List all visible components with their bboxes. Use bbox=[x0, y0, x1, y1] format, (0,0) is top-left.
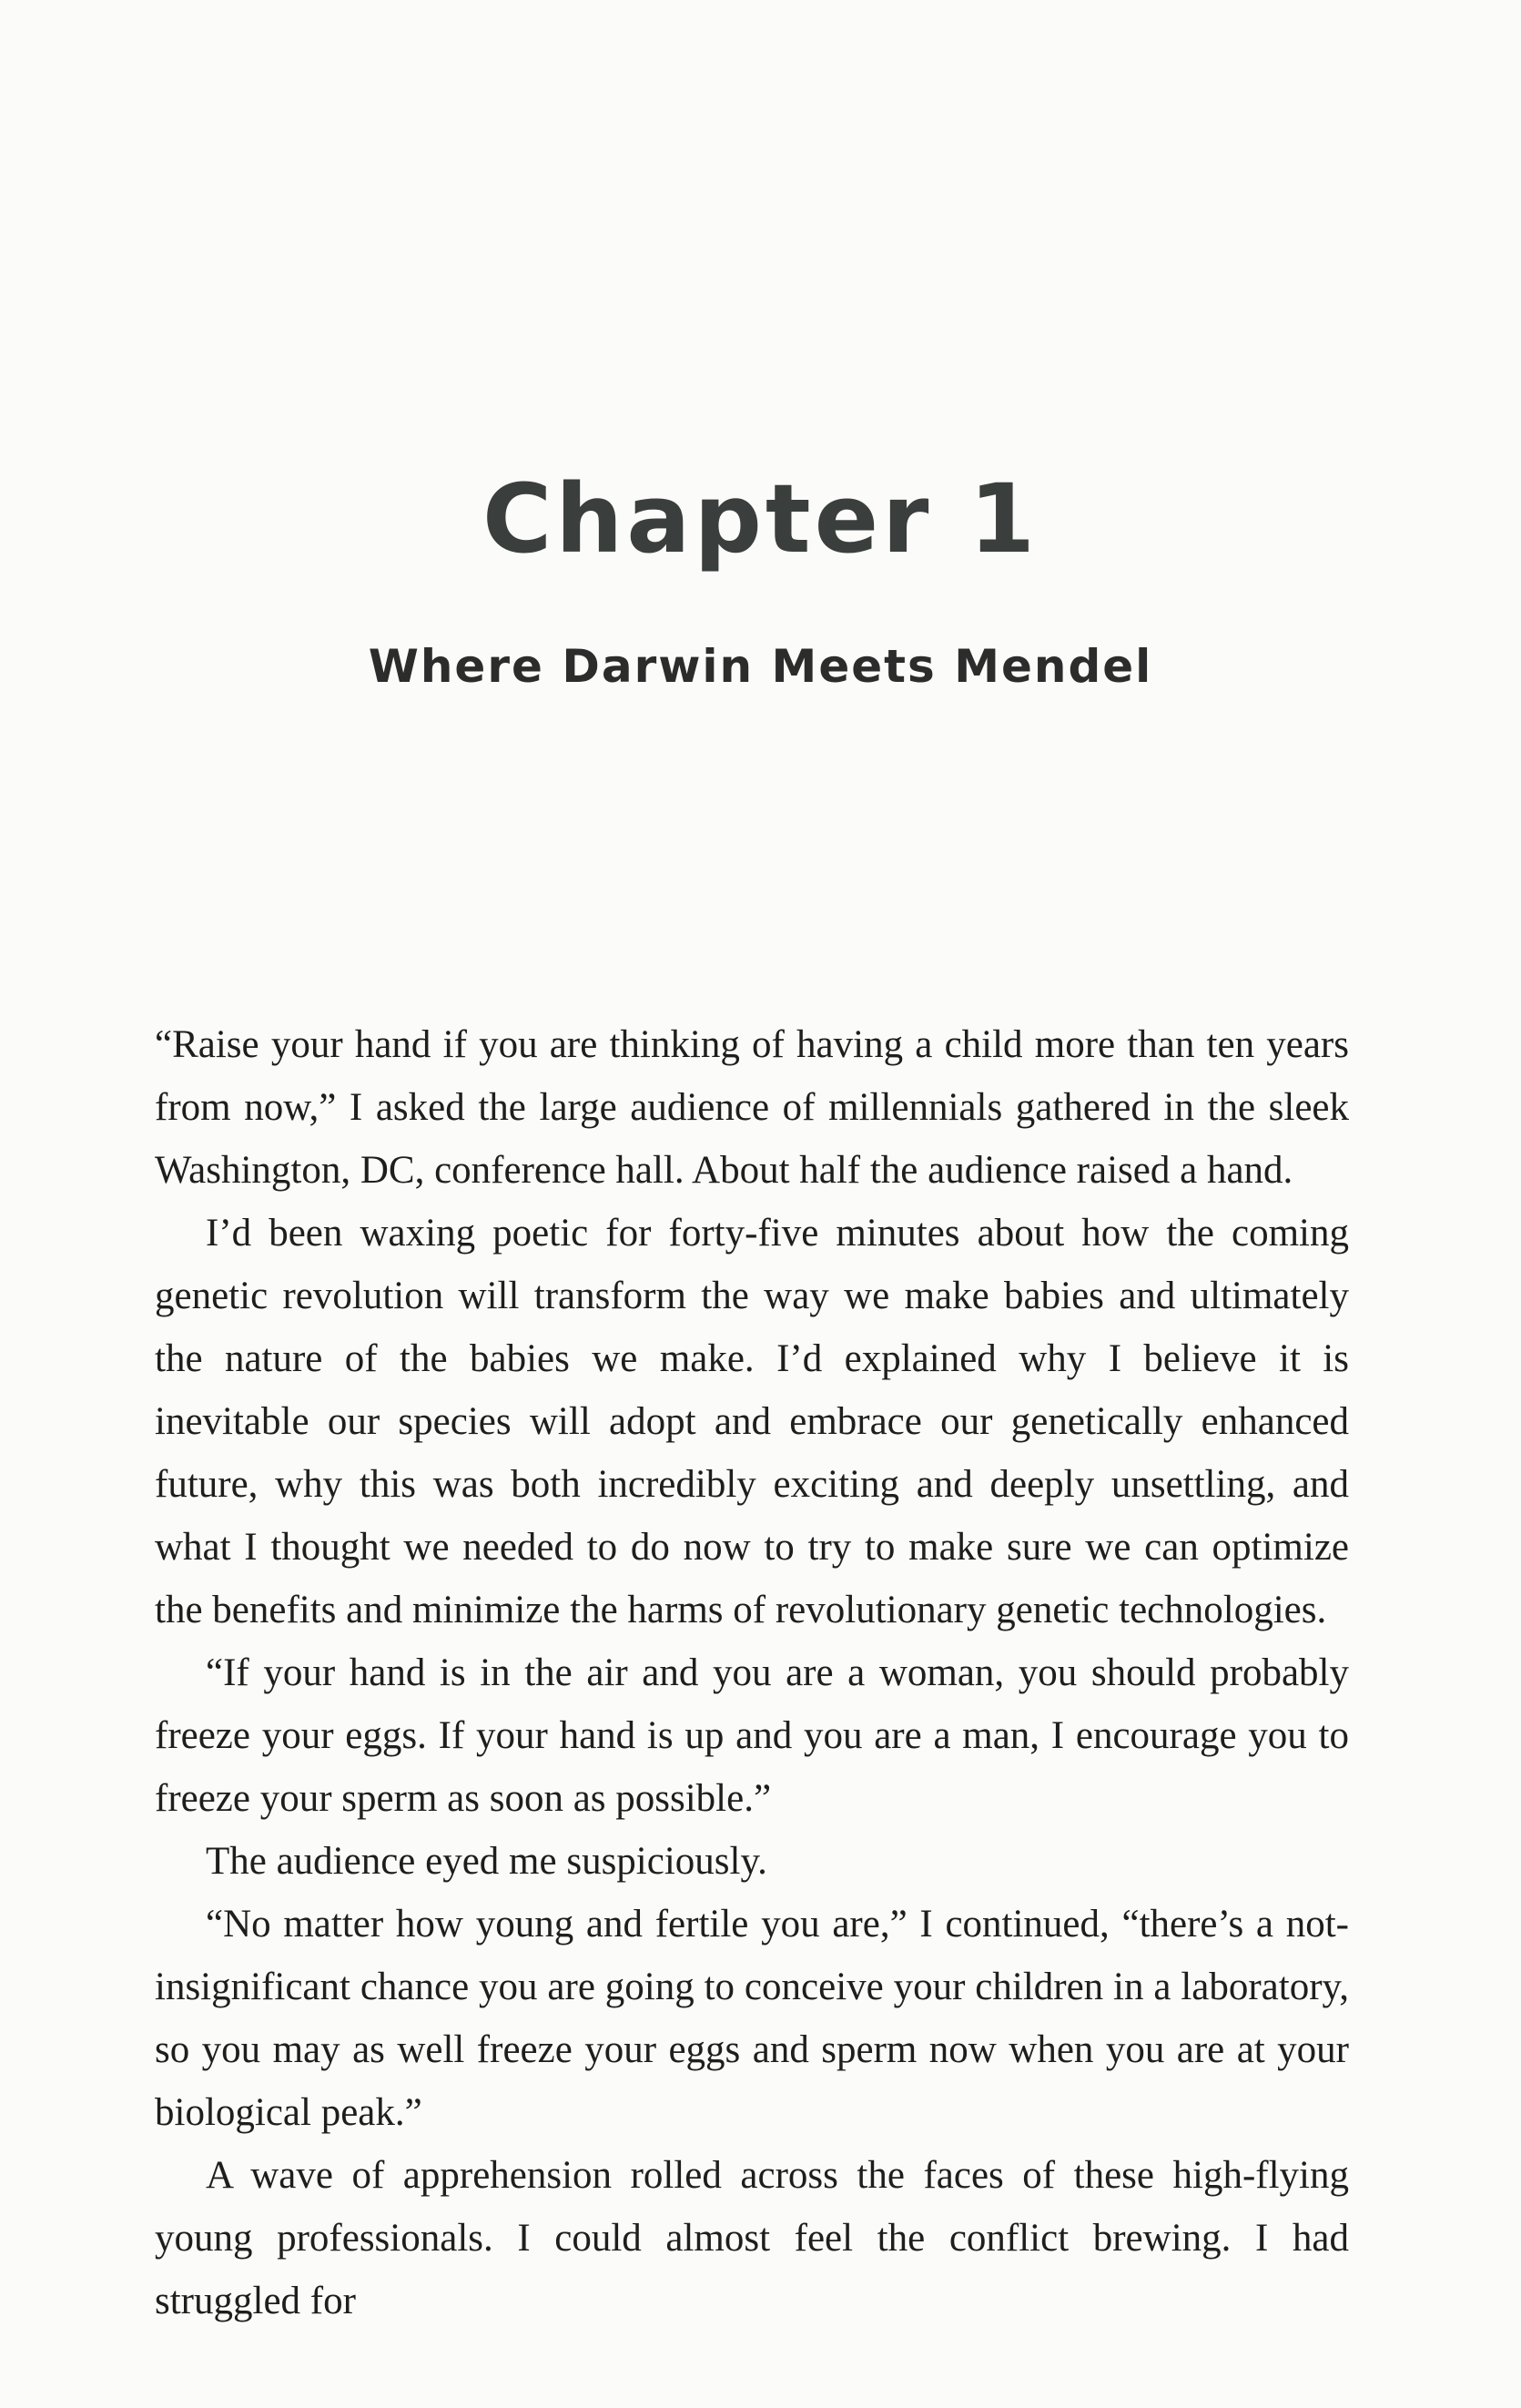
chapter-title: Chapter 1 bbox=[482, 463, 1039, 574]
paragraph: I’d been waxing poetic for forty-five minutes about how the coming genetic revolution will transform the way we make babies and ultimately the nature of the babies we make. I’d explained why I believe it is inevitable our species will adopt and embrace our genetically enhanced future, why this was both incredibly exciting and deeply unsettling, and what I thought we needed to do now to try to make sure we can optimize the benefits and minimize the harms of revolutionary genetic technologies. bbox=[155, 1212, 1349, 1631]
chapter-subtitle: Where Darwin Meets Mendel bbox=[368, 640, 1153, 693]
paragraph: The audience eyed me suspiciously. bbox=[206, 1840, 767, 1883]
paragraph: A wave of apprehension rolled across the faces of these high-flying young professionals. I could almost feel the conflict brewing. I had struggled for bbox=[155, 2154, 1349, 2322]
chapter-body bbox=[155, 1013, 1349, 2332]
paragraph: “Raise your hand if you are thinking of having a child more than ten years from now,” I asked the large audience of millennials gathered in the sleek Washington, DC, conference hall. About half the audience raised a hand. bbox=[155, 1023, 1349, 1192]
paragraph: “If your hand is in the air and you are a woman, you should probably freeze your eggs. If your hand is up and you are a man, I encourage you to freeze your sperm as soon as possible.” bbox=[155, 1651, 1349, 1820]
paragraph: “No matter how young and fertile you are,” I continued, “there’s a not-insignificant chance you are going to conceive your children in a laboratory, so you may as well freeze your eggs and sperm now when you are at your biological peak.” bbox=[155, 1903, 1349, 2134]
